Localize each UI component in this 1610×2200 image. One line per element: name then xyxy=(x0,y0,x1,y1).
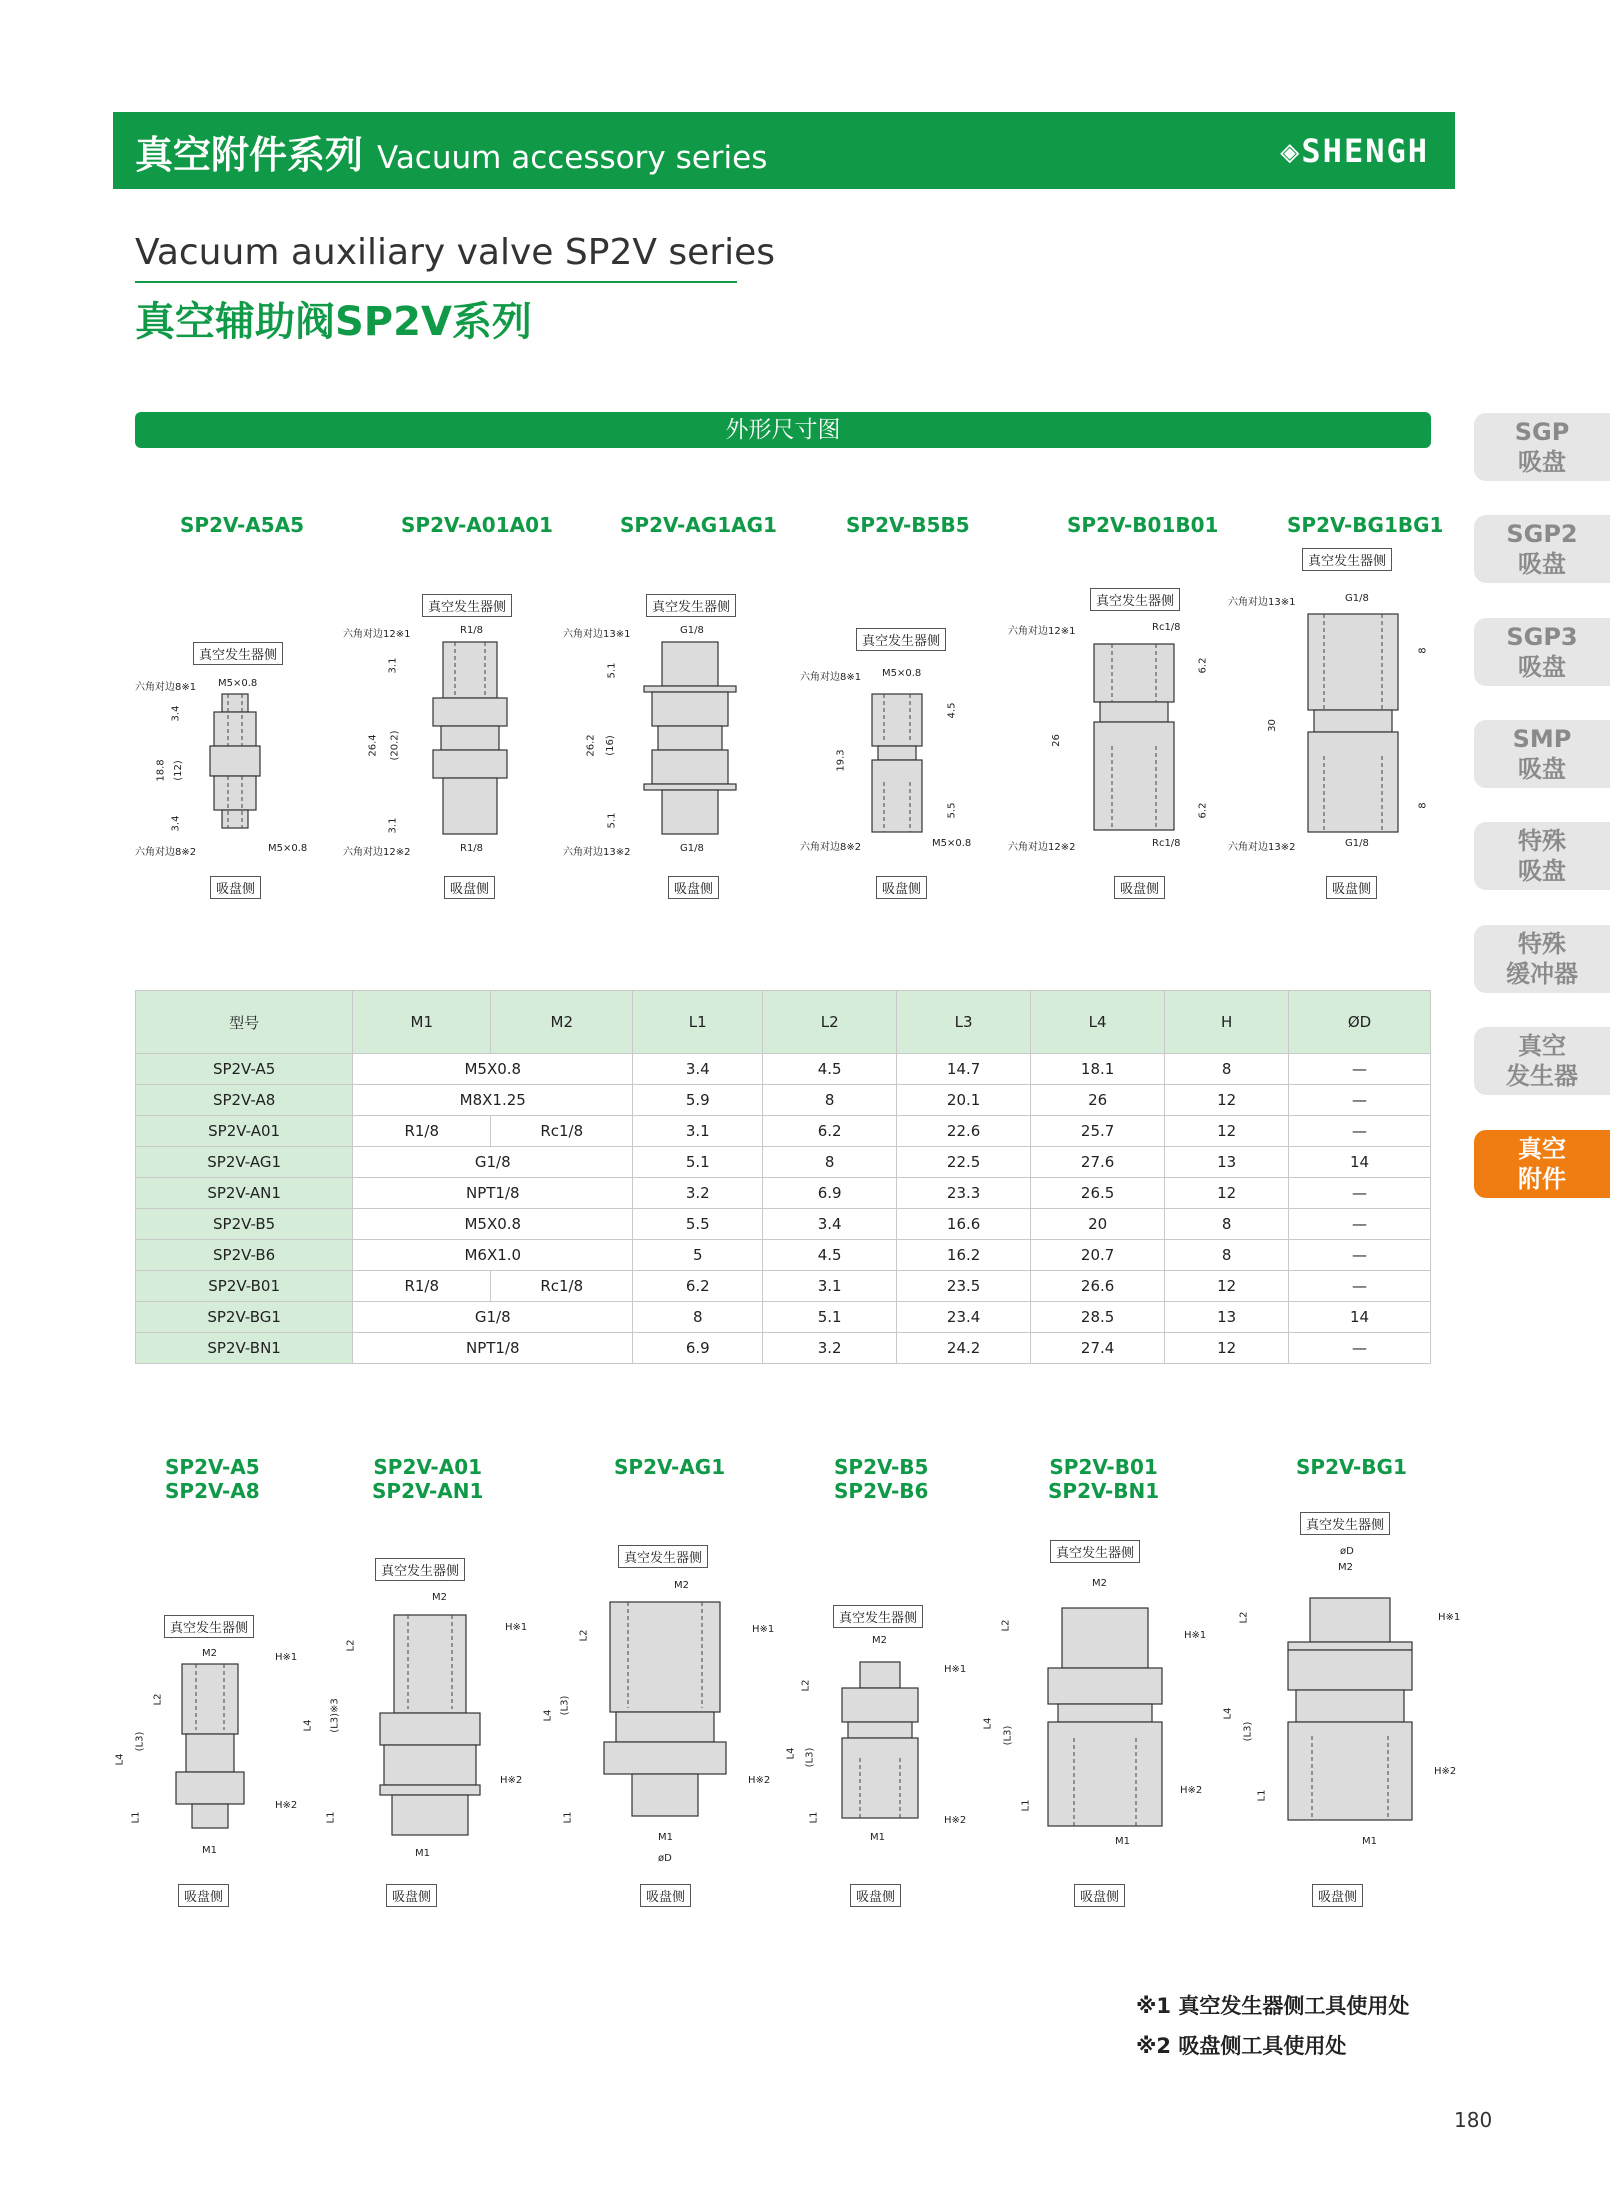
dim-label: (16) xyxy=(604,735,616,756)
top-thread-label: Rc1/8 xyxy=(1152,622,1181,633)
cup-side-tag: 吸盘侧 xyxy=(1114,876,1165,899)
l4-label: L4 xyxy=(114,1753,126,1766)
value-cell: 26 xyxy=(1031,1085,1165,1116)
dim-label: 3.4 xyxy=(170,705,182,722)
header-cell: L3 xyxy=(897,991,1031,1054)
h2-label: H※2 xyxy=(275,1800,298,1811)
bottom-model-label xyxy=(834,1455,928,1503)
value-cell: 3.1 xyxy=(633,1116,763,1147)
value-cell: 4.5 xyxy=(763,1240,897,1271)
l2-label: L2 xyxy=(1000,1619,1012,1632)
table-row xyxy=(136,1271,1431,1302)
tab-label: SGP3 xyxy=(1506,623,1578,651)
m2-label: M2 xyxy=(1338,1562,1353,1573)
hex-label: 六角对边8※1 xyxy=(135,682,197,693)
top-model-label: SP2V-A01A01 xyxy=(401,513,553,537)
spec-table xyxy=(135,990,1431,1364)
model-cell: SP2V-BG1 xyxy=(136,1302,353,1333)
gen-side-tag: 真空发生器侧 xyxy=(375,1558,465,1581)
dim-label: 26.2 xyxy=(585,734,597,757)
table-row xyxy=(136,1302,1431,1333)
value-cell: 8 xyxy=(1165,1209,1289,1240)
m2-label: M2 xyxy=(432,1592,447,1603)
h2-label: H※2 xyxy=(1434,1766,1457,1777)
value-cell: 6.9 xyxy=(633,1333,763,1364)
dim-label: 6.2 xyxy=(1197,657,1209,674)
dim-label: 26 xyxy=(1050,734,1062,747)
side-tab-smp[interactable] xyxy=(1474,720,1610,788)
hex-label: 六角对边8※2 xyxy=(800,842,862,853)
table-row xyxy=(136,1116,1431,1147)
thread-cell: R1/8 xyxy=(353,1271,491,1302)
value-cell: 18.1 xyxy=(1031,1054,1165,1085)
header-cell: ØD xyxy=(1289,991,1431,1054)
gen-side-tag: 真空发生器侧 xyxy=(422,594,512,617)
model-cell: SP2V-BN1 xyxy=(136,1333,353,1364)
l3-label: (L3) xyxy=(1242,1721,1254,1742)
model-name: SP2V-AN1 xyxy=(372,1479,484,1503)
value-cell: 5.5 xyxy=(633,1209,763,1240)
value-cell: 20.7 xyxy=(1031,1240,1165,1271)
cup-side-tag: 吸盘侧 xyxy=(1312,1884,1363,1907)
cup-side-tag: 吸盘侧 xyxy=(668,876,719,899)
model-name: SP2V-BN1 xyxy=(1048,1479,1160,1503)
gen-side-tag: 真空发生器侧 xyxy=(856,628,946,651)
value-cell: 22.5 xyxy=(897,1147,1031,1178)
bottom-model-label xyxy=(372,1455,483,1503)
bottom-model-label xyxy=(1296,1455,1407,1479)
tab-label: SGP2 xyxy=(1506,520,1578,548)
valve-drawing xyxy=(640,638,740,848)
l4-label: L4 xyxy=(785,1747,797,1760)
h1-label: H※1 xyxy=(1438,1612,1461,1623)
model-cell: SP2V-B5 xyxy=(136,1209,353,1240)
valve-drawing xyxy=(600,1592,730,1832)
h2-label: H※2 xyxy=(748,1775,771,1786)
model-cell: SP2V-A5 xyxy=(136,1054,353,1085)
value-cell: 26.6 xyxy=(1031,1271,1165,1302)
model-name: SP2V-B5 xyxy=(834,1455,929,1479)
dim-label: 6.2 xyxy=(1197,802,1209,819)
hex-label: 六角对边12※2 xyxy=(343,847,411,858)
top-model-label: SP2V-BG1BG1 xyxy=(1287,513,1444,537)
valve-drawing xyxy=(425,638,515,848)
top-thread-label: G1/8 xyxy=(1345,593,1369,604)
l4-label: L4 xyxy=(542,1709,554,1722)
gen-side-tag: 真空发生器侧 xyxy=(1302,548,1392,571)
model-cell: SP2V-A01 xyxy=(136,1116,353,1147)
tab-label: SMP xyxy=(1512,725,1572,753)
brand-logo: ◈SHENGH xyxy=(1280,132,1429,170)
m2-label: M2 xyxy=(1092,1578,1107,1589)
table-row xyxy=(136,1085,1431,1116)
value-cell: 5.1 xyxy=(633,1147,763,1178)
value-cell: 23.4 xyxy=(897,1302,1031,1333)
top-thread-label: G1/8 xyxy=(680,625,704,636)
header-cell: L4 xyxy=(1031,991,1165,1054)
table-row xyxy=(136,1333,1431,1364)
page-title-cn: 真空辅助阀SP2V系列 xyxy=(135,299,532,345)
value-cell: 5.1 xyxy=(763,1302,897,1333)
tab-label: SGP xyxy=(1514,418,1570,446)
thread-cell: Rc1/8 xyxy=(491,1116,633,1147)
side-tab-sgp3[interactable] xyxy=(1474,618,1610,686)
valve-drawing xyxy=(862,682,932,847)
gen-side-tag: 真空发生器侧 xyxy=(833,1605,923,1628)
hex-label: 六角对边8※1 xyxy=(800,672,862,683)
header-cell: M2 xyxy=(491,991,633,1054)
model-cell: SP2V-B01 xyxy=(136,1271,353,1302)
top-model-label: SP2V-A5A5 xyxy=(180,513,305,537)
value-cell: — xyxy=(1289,1271,1431,1302)
hex-label: 六角对边13※1 xyxy=(563,629,631,640)
m2-label: M2 xyxy=(674,1580,689,1591)
l3-label: (L3) xyxy=(1002,1725,1014,1746)
gen-side-tag: 真空发生器侧 xyxy=(1090,588,1180,611)
side-tab-sgp[interactable] xyxy=(1474,413,1610,481)
m1-label: M1 xyxy=(870,1832,885,1843)
value-cell: — xyxy=(1289,1333,1431,1364)
model-cell: SP2V-A8 xyxy=(136,1085,353,1116)
page-number: 180 xyxy=(1454,2108,1493,2132)
value-cell: 8 xyxy=(1165,1054,1289,1085)
value-cell: — xyxy=(1289,1085,1431,1116)
gen-side-tag: 真空发生器侧 xyxy=(193,642,283,665)
l4-label: L4 xyxy=(1222,1707,1234,1720)
bottom-model-label xyxy=(165,1455,260,1503)
side-tab-special-cup[interactable] xyxy=(1474,822,1610,890)
side-tab-sgp2[interactable] xyxy=(1474,515,1610,583)
bottom-model-label xyxy=(614,1455,725,1479)
value-cell: 16.6 xyxy=(897,1209,1031,1240)
dim-label: 5.5 xyxy=(946,802,958,819)
header-cell: L2 xyxy=(763,991,897,1054)
dim-label: 3.4 xyxy=(170,815,182,832)
thread-cell: R1/8 xyxy=(353,1116,491,1147)
value-cell: 12 xyxy=(1165,1085,1289,1116)
dim-label: (12) xyxy=(172,760,184,781)
valve-drawing xyxy=(170,1660,250,1835)
h1-label: H※1 xyxy=(944,1664,967,1675)
bottom-thread-label: R1/8 xyxy=(460,843,484,854)
value-cell: 3.2 xyxy=(633,1178,763,1209)
model-name: SP2V-B01 xyxy=(1049,1455,1158,1479)
cup-side-tag: 吸盘侧 xyxy=(210,876,261,899)
table-row xyxy=(136,1240,1431,1271)
l1-label: L1 xyxy=(1256,1789,1268,1802)
tab-label: 发生器 xyxy=(1506,1062,1578,1090)
header-cell: M1 xyxy=(353,991,491,1054)
value-cell: 14 xyxy=(1289,1147,1431,1178)
value-cell: 8 xyxy=(633,1302,763,1333)
top-model-label: SP2V-AG1AG1 xyxy=(620,513,777,537)
value-cell: 23.3 xyxy=(897,1178,1031,1209)
dim-label: 8 xyxy=(1417,802,1429,809)
h1-label: H※1 xyxy=(752,1624,775,1635)
gen-side-tag: 真空发生器侧 xyxy=(646,594,736,617)
bottom-thread-label: G1/8 xyxy=(1345,838,1369,849)
value-cell: 14.7 xyxy=(897,1054,1031,1085)
valve-drawing xyxy=(1294,606,1414,846)
value-cell: 8 xyxy=(1165,1240,1289,1271)
model-name: SP2V-BG1 xyxy=(1296,1455,1407,1479)
od-label: øD xyxy=(1340,1546,1354,1557)
top-thread-label: M5×0.8 xyxy=(882,668,922,679)
valve-drawing xyxy=(370,1605,490,1845)
hex-label: 六角对边13※2 xyxy=(563,847,631,858)
l2-label: L2 xyxy=(1238,1611,1250,1624)
value-cell: 6.2 xyxy=(633,1271,763,1302)
table-body xyxy=(136,1054,1431,1364)
cup-side-tag: 吸盘侧 xyxy=(386,1884,437,1907)
side-tab-special-buffer[interactable] xyxy=(1474,925,1610,993)
bottom-thread-label: M5×0.8 xyxy=(268,843,308,854)
dim-label: 30 xyxy=(1266,719,1278,732)
thread-cell: G1/8 xyxy=(353,1147,633,1178)
l2-label: L2 xyxy=(345,1639,357,1652)
value-cell: 12 xyxy=(1165,1116,1289,1147)
l3-label: (L3)※3 xyxy=(329,1698,341,1733)
header-cell: 型号 xyxy=(136,991,353,1054)
dim-label: 3.1 xyxy=(387,817,399,834)
h1-label: H※1 xyxy=(275,1652,298,1663)
gen-side-tag: 真空发生器侧 xyxy=(164,1615,254,1638)
dim-label: 5.1 xyxy=(606,812,618,829)
cup-side-tag: 吸盘侧 xyxy=(850,1884,901,1907)
value-cell: 3.2 xyxy=(763,1333,897,1364)
tab-label: 吸盘 xyxy=(1518,755,1566,783)
header-bar xyxy=(113,112,1455,189)
od-label: øD xyxy=(658,1853,672,1864)
l1-label: L1 xyxy=(808,1811,820,1824)
value-cell: 8 xyxy=(763,1085,897,1116)
hex-label: 六角对边13※2 xyxy=(1228,842,1296,853)
value-cell: 12 xyxy=(1165,1178,1289,1209)
value-cell: 20.1 xyxy=(897,1085,1031,1116)
value-cell: 3.4 xyxy=(763,1209,897,1240)
value-cell: — xyxy=(1289,1240,1431,1271)
tab-label: 缓冲器 xyxy=(1506,960,1578,988)
dim-label: 26.4 xyxy=(367,734,379,757)
value-cell: 16.2 xyxy=(897,1240,1031,1271)
thread-cell: M6X1.0 xyxy=(353,1240,633,1271)
h2-label: H※2 xyxy=(1180,1785,1203,1796)
tab-label: 真空 xyxy=(1518,1135,1566,1163)
cup-side-tag: 吸盘侧 xyxy=(1074,1884,1125,1907)
value-cell: 13 xyxy=(1165,1147,1289,1178)
bottom-thread-label: M5×0.8 xyxy=(932,838,972,849)
l1-label: L1 xyxy=(130,1811,142,1824)
header-cell: L1 xyxy=(633,991,763,1054)
dim-label: 3.1 xyxy=(387,657,399,674)
l4-label: L4 xyxy=(302,1719,314,1732)
h2-label: H※2 xyxy=(500,1775,523,1786)
l4-label: L4 xyxy=(982,1717,994,1730)
value-cell: 22.6 xyxy=(897,1116,1031,1147)
tab-label: 特殊 xyxy=(1518,827,1566,855)
l3-label: (L3) xyxy=(804,1747,816,1768)
m1-label: M1 xyxy=(415,1848,430,1859)
valve-drawing xyxy=(830,1648,930,1838)
cup-side-tag: 吸盘侧 xyxy=(640,1884,691,1907)
h1-label: H※1 xyxy=(1184,1630,1207,1641)
bottom-thread-label: G1/8 xyxy=(680,843,704,854)
l3-label: (L3) xyxy=(134,1731,146,1752)
hex-label: 六角对边8※2 xyxy=(135,847,197,858)
value-cell: 5 xyxy=(633,1240,763,1271)
value-cell: — xyxy=(1289,1054,1431,1085)
gen-side-tag: 真空发生器侧 xyxy=(1050,1540,1140,1563)
table-row xyxy=(136,1147,1431,1178)
thread-cell: G1/8 xyxy=(353,1302,633,1333)
table-row xyxy=(136,1054,1431,1085)
thread-cell: NPT1/8 xyxy=(353,1178,633,1209)
model-name: SP2V-A8 xyxy=(165,1479,260,1503)
title-underline xyxy=(135,281,737,283)
value-cell: 28.5 xyxy=(1031,1302,1165,1333)
model-cell: SP2V-AG1 xyxy=(136,1147,353,1178)
value-cell: 27.4 xyxy=(1031,1333,1165,1364)
gen-side-tag: 真空发生器侧 xyxy=(1300,1512,1390,1535)
tab-label: 吸盘 xyxy=(1518,448,1566,476)
l3-label: (L3) xyxy=(559,1695,571,1716)
header-title xyxy=(135,124,767,179)
dim-label: 18.8 xyxy=(155,759,167,782)
model-name: SP2V-AG1 xyxy=(614,1455,726,1479)
value-cell: 12 xyxy=(1165,1271,1289,1302)
value-cell: 25.7 xyxy=(1031,1116,1165,1147)
side-tab-vacuum-accessory[interactable] xyxy=(1474,1130,1610,1198)
value-cell: 3.1 xyxy=(763,1271,897,1302)
valve-drawing xyxy=(200,690,270,850)
tab-label: 吸盘 xyxy=(1518,857,1566,885)
cup-side-tag: 吸盘侧 xyxy=(1326,876,1377,899)
header-cell: H xyxy=(1165,991,1289,1054)
l2-label: L2 xyxy=(578,1629,590,1642)
dim-label: 5.1 xyxy=(606,662,618,679)
top-thread-label: M5×0.8 xyxy=(218,678,258,689)
top-thread-label: R1/8 xyxy=(460,625,484,636)
bottom-model-label xyxy=(1048,1455,1159,1503)
bottom-thread-label: Rc1/8 xyxy=(1152,838,1181,849)
value-cell: — xyxy=(1289,1116,1431,1147)
hex-label: 六角对边12※1 xyxy=(1008,626,1076,637)
value-cell: 24.2 xyxy=(897,1333,1031,1364)
tab-label: 真空 xyxy=(1518,1032,1566,1060)
valve-drawing xyxy=(1036,1592,1176,1842)
value-cell: 4.5 xyxy=(763,1054,897,1085)
header-title-en: Vacuum accessory series xyxy=(377,140,768,176)
table-row xyxy=(136,1209,1431,1240)
dim-label: (20.2) xyxy=(389,730,401,761)
thread-cell: M5X0.8 xyxy=(353,1054,633,1085)
note-1: ※1 真空发生器侧工具使用处 xyxy=(1136,1994,1410,2018)
l1-label: L1 xyxy=(1020,1799,1032,1812)
header-title-cn: 真空附件系列 xyxy=(135,133,364,177)
m1-label: M1 xyxy=(202,1845,217,1856)
model-cell: SP2V-B6 xyxy=(136,1240,353,1271)
value-cell: 23.5 xyxy=(897,1271,1031,1302)
thread-cell: Rc1/8 xyxy=(491,1271,633,1302)
value-cell: 5.9 xyxy=(633,1085,763,1116)
note-2: ※2 吸盘侧工具使用处 xyxy=(1136,2034,1347,2058)
l2-label: L2 xyxy=(152,1693,164,1706)
value-cell: 6.9 xyxy=(763,1178,897,1209)
tab-label: 特殊 xyxy=(1518,930,1566,958)
m1-label: M1 xyxy=(1362,1836,1377,1847)
dim-label: 8 xyxy=(1417,647,1429,654)
h1-label: H※1 xyxy=(505,1622,528,1633)
model-name: SP2V-A5 xyxy=(165,1455,260,1479)
value-cell: 26.5 xyxy=(1031,1178,1165,1209)
top-model-label: SP2V-B5B5 xyxy=(846,513,970,537)
value-cell: 13 xyxy=(1165,1302,1289,1333)
gen-side-tag: 真空发生器侧 xyxy=(618,1545,708,1568)
hex-label: 六角对边13※1 xyxy=(1228,597,1296,608)
l1-label: L1 xyxy=(325,1811,337,1824)
cup-side-tag: 吸盘侧 xyxy=(876,876,927,899)
value-cell: 14 xyxy=(1289,1302,1431,1333)
value-cell: — xyxy=(1289,1178,1431,1209)
thread-cell: M8X1.25 xyxy=(353,1085,633,1116)
model-name: SP2V-A01 xyxy=(373,1455,483,1479)
m1-label: M1 xyxy=(1115,1836,1130,1847)
hex-label: 六角对边12※1 xyxy=(343,629,411,640)
top-model-label: SP2V-B01B01 xyxy=(1067,513,1219,537)
m2-label: M2 xyxy=(872,1635,887,1646)
section-bar-dimensions: 外形尺寸图 xyxy=(135,412,1431,448)
dim-label: 4.5 xyxy=(946,702,958,719)
side-tab-vacuum-generator[interactable] xyxy=(1474,1027,1610,1095)
thread-cell: M5X0.8 xyxy=(353,1209,633,1240)
l2-label: L2 xyxy=(800,1679,812,1692)
value-cell: 20 xyxy=(1031,1209,1165,1240)
tab-label: 附件 xyxy=(1518,1165,1566,1193)
h2-label: H※2 xyxy=(944,1815,967,1826)
table-row xyxy=(136,1178,1431,1209)
valve-drawing xyxy=(1280,1580,1420,1840)
model-cell: SP2V-AN1 xyxy=(136,1178,353,1209)
tab-label: 吸盘 xyxy=(1518,550,1566,578)
cup-side-tag: 吸盘侧 xyxy=(178,1884,229,1907)
value-cell: — xyxy=(1289,1209,1431,1240)
valve-drawing xyxy=(1080,636,1190,846)
value-cell: 6.2 xyxy=(763,1116,897,1147)
value-cell: 3.4 xyxy=(633,1054,763,1085)
l1-label: L1 xyxy=(562,1811,574,1824)
cup-side-tag: 吸盘侧 xyxy=(444,876,495,899)
dim-label: 19.3 xyxy=(835,749,847,772)
m1-label: M1 xyxy=(658,1832,673,1843)
hex-label: 六角对边12※2 xyxy=(1008,842,1076,853)
value-cell: 8 xyxy=(763,1147,897,1178)
value-cell: 27.6 xyxy=(1031,1147,1165,1178)
tab-label: 吸盘 xyxy=(1518,653,1566,681)
table-header-row xyxy=(136,991,1431,1054)
m2-label: M2 xyxy=(202,1648,217,1659)
thread-cell: NPT1/8 xyxy=(353,1333,633,1364)
model-name: SP2V-B6 xyxy=(834,1479,929,1503)
value-cell: 12 xyxy=(1165,1333,1289,1364)
page-title-en: Vacuum auxiliary valve SP2V series xyxy=(135,232,776,273)
